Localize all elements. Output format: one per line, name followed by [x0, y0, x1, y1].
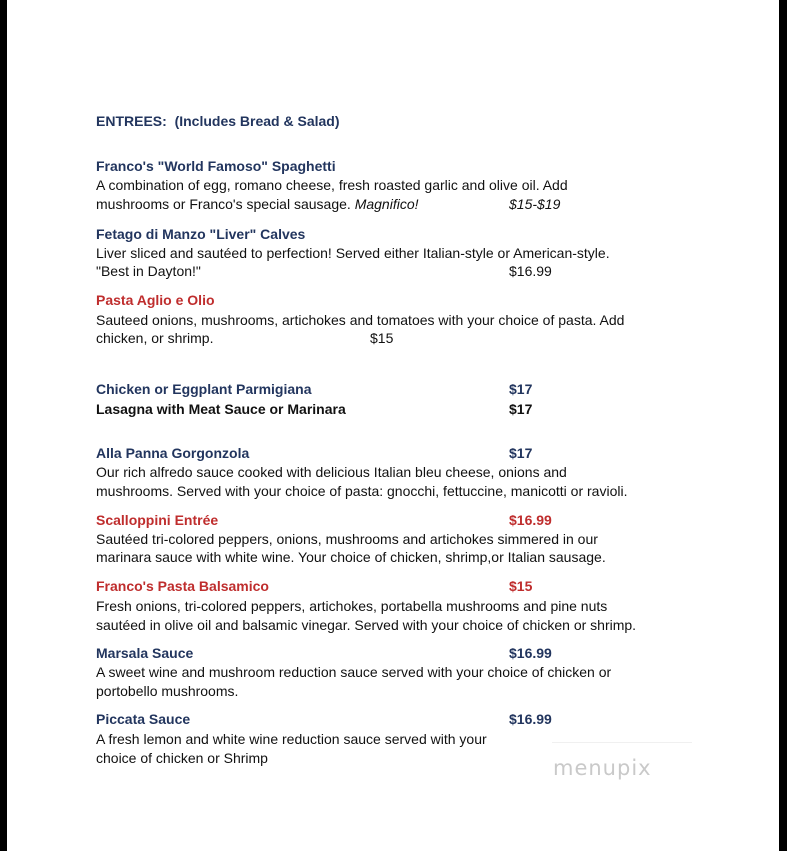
item-desc-spaghetti-1: A combination of egg, romano cheese, fresh roasted garlic and olive oil. Add	[96, 177, 568, 193]
section-header	[96, 112, 340, 131]
item-desc-aglio-olio-2: chicken, or shrimp.	[96, 330, 214, 346]
item-desc-liver-1: Liver sliced and sautéed to perfection! Served either Italian-style or American-style.	[96, 245, 610, 261]
item-name-marsala: Marsala Sauce	[96, 645, 194, 661]
item-name-parmigiana: Chicken or Eggplant Parmigiana	[96, 381, 312, 397]
item-name-gorgonzola: Alla Panna Gorgonzola	[96, 445, 250, 461]
item-price-balsamico: $15	[509, 578, 533, 594]
item-name-aglio-olio: Pasta Aglio e Olio	[96, 292, 215, 308]
item-price-piccata: $16.99	[509, 711, 552, 727]
item-desc-balsamico-2: sautéed in olive oil and balsamic vinegar. Served with your choice of chicken or shrimp.	[96, 617, 637, 633]
item-price-liver: $16.99	[509, 263, 552, 279]
section-title: ENTREES:	[96, 113, 167, 129]
left-border	[0, 0, 7, 851]
item-price-lasagna: $17	[509, 401, 533, 417]
item-desc-balsamico-1: Fresh onions, tri-colored peppers, artichokes, portabella mushrooms and pine nuts	[96, 598, 608, 614]
section-note: (Includes Bread & Salad)	[174, 113, 340, 129]
item-desc-aglio-olio-1: Sauteed onions, mushrooms, artichokes and tomatoes with your choice of pasta. Add	[96, 312, 625, 328]
item-name-lasagna: Lasagna with Meat Sauce or Marinara	[96, 401, 346, 417]
item-desc-scalloppini-1: Sautéed tri-colored peppers, onions, mushrooms and artichokes simmered in our	[96, 531, 598, 547]
item-desc-spaghetti-2	[96, 195, 419, 214]
item-name-piccata: Piccata Sauce	[96, 711, 191, 727]
item-desc-piccata-1: A fresh lemon and white wine reduction sauce served with your	[96, 731, 487, 747]
right-border	[779, 0, 787, 851]
item-price-spaghetti: $15-$19	[509, 196, 561, 212]
item-desc-marsala-1: A sweet wine and mushroom reduction sauce served with your choice of chicken or	[96, 664, 612, 680]
item-price-gorgonzola: $17	[509, 445, 533, 461]
item-name-balsamico: Franco's Pasta Balsamico	[96, 578, 269, 594]
item-name-liver: Fetago di Manzo "Liver" Calves	[96, 226, 306, 242]
item-desc-gorgonzola-1: Our rich alfredo sauce cooked with delicious Italian bleu cheese, onions and	[96, 464, 567, 480]
item-desc-scalloppini-2: marinara sauce with white wine. Your choice of chicken, shrimp,or Italian sausage.	[96, 549, 606, 565]
item-desc-spaghetti-2-text: mushrooms or Franco's special sausage.	[96, 196, 351, 212]
item-price-scalloppini: $16.99	[509, 512, 552, 528]
item-desc-marsala-2: portobello mushrooms.	[96, 683, 239, 699]
item-name-scalloppini: Scalloppini Entrée	[96, 512, 219, 528]
watermark-logo: menupix	[553, 756, 652, 780]
item-price-marsala: $16.99	[509, 645, 552, 661]
watermark-rule	[552, 742, 692, 743]
item-desc-piccata-2: choice of chicken or Shrimp	[96, 750, 268, 766]
item-price-parmigiana: $17	[509, 381, 533, 397]
item-desc-liver-2: "Best in Dayton!"	[96, 263, 201, 279]
item-price-aglio-olio: $15	[370, 330, 394, 346]
item-desc-spaghetti-tag: Magnifico!	[354, 196, 419, 212]
item-name-spaghetti: Franco's "World Famoso" Spaghetti	[96, 158, 336, 174]
item-desc-gorgonzola-2: mushrooms. Served with your choice of pasta: gnocchi, fettuccine, manicotti or ravioli.	[96, 483, 628, 499]
